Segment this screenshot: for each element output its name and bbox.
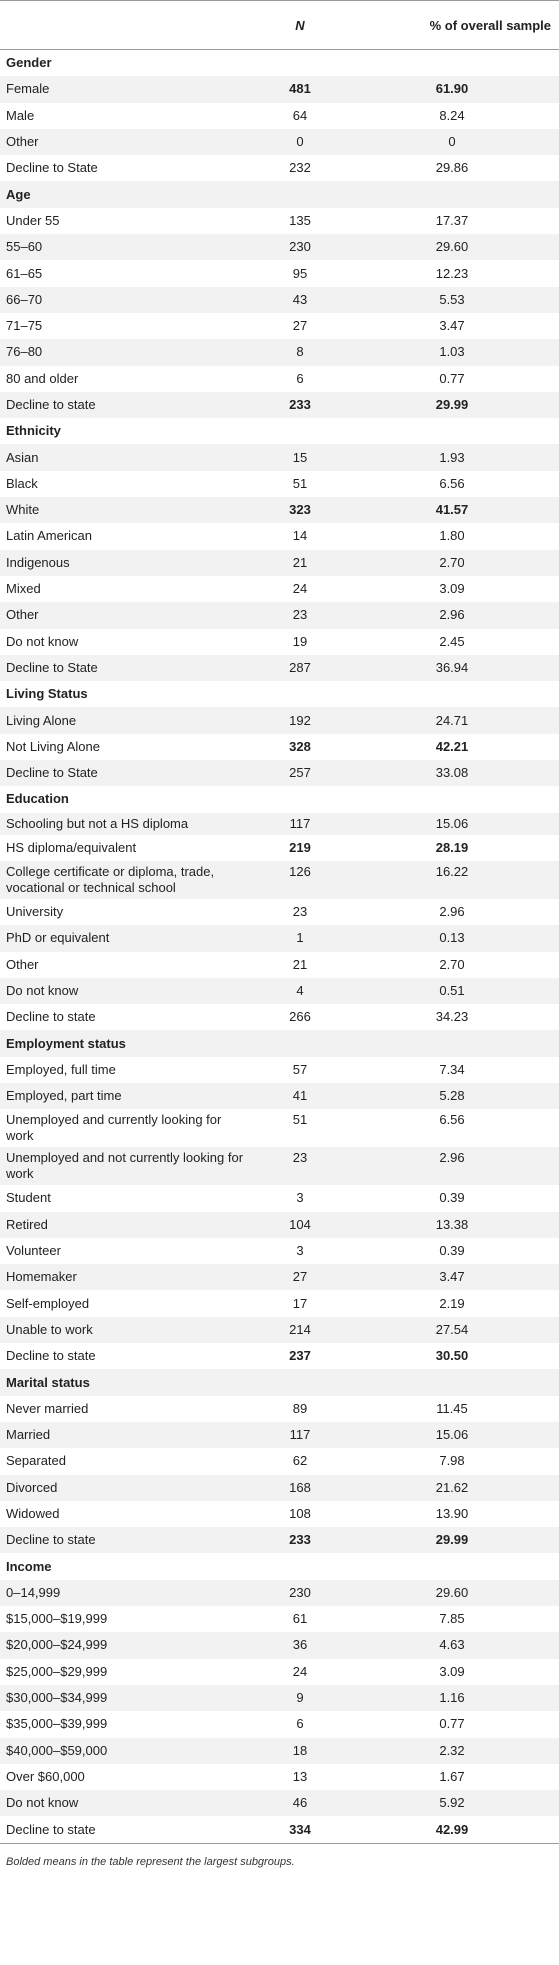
row-n-value: 328 xyxy=(289,738,311,754)
row-n-value: 24 xyxy=(292,581,308,597)
row-n-value: 192 xyxy=(255,707,345,733)
table-row xyxy=(0,471,559,497)
row-n-value: 57 xyxy=(292,1061,308,1077)
row-label: Female xyxy=(0,76,255,102)
row-n-value: 257 xyxy=(255,760,345,786)
row-percent-value: 13.90 xyxy=(435,1505,469,1521)
row-n-value: 135 xyxy=(289,212,311,228)
row-percent-value: 5.28 xyxy=(345,1083,559,1109)
table-row xyxy=(0,1212,559,1238)
table-row xyxy=(0,1685,559,1711)
table-row xyxy=(0,1396,559,1422)
row-percent-value: 2.70 xyxy=(439,956,465,972)
row-percent-value: 12.23 xyxy=(435,265,469,281)
table-row xyxy=(0,1147,559,1185)
table-row xyxy=(0,899,559,925)
row-percent-value: 29.99 xyxy=(345,392,559,418)
row-percent-value: 0.39 xyxy=(439,1243,465,1259)
row-label: Decline to state xyxy=(0,1816,255,1843)
row-label: Retired xyxy=(0,1212,255,1238)
table-row xyxy=(0,1475,559,1501)
row-percent-value: 5.92 xyxy=(345,1790,559,1816)
row-label: $35,000–$39,999 xyxy=(6,1716,108,1732)
row-n-value: 323 xyxy=(255,497,345,523)
row-label: Decline to state xyxy=(6,1348,96,1364)
table-row xyxy=(0,313,559,339)
table-row xyxy=(0,1738,559,1764)
row-percent-value: 2.19 xyxy=(439,1295,465,1311)
row-n-value: 3 xyxy=(296,1190,304,1206)
row-label: Decline to State xyxy=(0,655,255,681)
table-row xyxy=(0,1083,559,1109)
row-percent-value: 0.51 xyxy=(345,978,559,1004)
row-percent-value: 29.86 xyxy=(435,160,469,176)
table-row xyxy=(0,952,559,978)
table-row xyxy=(0,339,559,365)
row-percent-value: 0.13 xyxy=(345,925,559,951)
row-n-value: 43 xyxy=(255,287,345,313)
row-label: 55–60 xyxy=(0,234,255,260)
row-label: Indigenous xyxy=(0,550,255,576)
row-n-value: 27 xyxy=(255,1264,345,1290)
row-n-value: 8 xyxy=(255,339,345,365)
table-row xyxy=(0,208,559,234)
row-n-value: 233 xyxy=(255,1527,345,1553)
row-label: Not Living Alone xyxy=(6,738,100,754)
row-n-value: 126 xyxy=(255,861,345,899)
header-row xyxy=(0,1,559,50)
row-label: Do not know xyxy=(6,633,79,649)
table-row xyxy=(0,550,559,576)
row-n-value: 62 xyxy=(292,1453,308,1469)
group-title: Gender xyxy=(6,55,52,71)
table-row xyxy=(0,1264,559,1290)
row-percent-value: 27.54 xyxy=(345,1317,559,1343)
group-header-row xyxy=(0,786,559,812)
table-row xyxy=(0,925,559,951)
group-title: Marital status xyxy=(0,1369,559,1395)
row-n-value: 46 xyxy=(255,1790,345,1816)
row-n-value: 64 xyxy=(292,107,308,123)
row-n-value: 14 xyxy=(292,528,308,544)
row-percent-value: 30.50 xyxy=(435,1348,469,1364)
row-label: Latin American xyxy=(6,528,92,544)
table-row xyxy=(0,1632,559,1658)
row-n-value: 36 xyxy=(255,1632,345,1658)
row-n-value: 233 xyxy=(255,392,345,418)
table-row xyxy=(0,1317,559,1343)
row-label: Do not know xyxy=(0,978,255,1004)
row-percent-value: 0.77 xyxy=(439,370,465,386)
table-row xyxy=(0,1290,559,1316)
row-percent-value: 4.63 xyxy=(345,1632,559,1658)
table-row xyxy=(0,629,559,655)
row-percent-value: 7.98 xyxy=(439,1453,465,1469)
table-row xyxy=(0,576,559,602)
row-label: $30,000–$34,999 xyxy=(0,1685,255,1711)
row-n-value: 232 xyxy=(289,160,311,176)
table-row xyxy=(0,76,559,102)
table-row xyxy=(0,978,559,1004)
row-n-value: 9 xyxy=(255,1685,345,1711)
row-percent-value: 21.62 xyxy=(345,1475,559,1501)
table-body xyxy=(0,50,559,1844)
row-label: Decline to State xyxy=(6,160,98,176)
row-n-value: 18 xyxy=(255,1738,345,1764)
table-row xyxy=(0,1527,559,1553)
row-label: Black xyxy=(6,475,38,491)
row-label: Living Alone xyxy=(0,707,255,733)
row-n-value: 15 xyxy=(255,444,345,470)
table-row xyxy=(0,1057,559,1083)
table-row xyxy=(0,813,559,835)
group-header-row xyxy=(0,181,559,207)
row-label: Other xyxy=(0,129,255,155)
row-label: Employed, full time xyxy=(6,1061,116,1077)
row-n-value: 219 xyxy=(289,839,311,855)
row-percent-value: 1.80 xyxy=(439,528,465,544)
row-label: $20,000–$24,999 xyxy=(0,1632,255,1658)
row-label: Asian xyxy=(0,444,255,470)
group-header-row xyxy=(0,418,559,444)
row-label: Divorced xyxy=(0,1475,255,1501)
row-n-value: 334 xyxy=(255,1816,345,1843)
row-label: Decline to State xyxy=(0,760,255,786)
row-percent-value: 61.90 xyxy=(345,76,559,102)
row-percent-value: 42.21 xyxy=(435,738,469,754)
table-row xyxy=(0,1422,559,1448)
table-footnote: Bolded means in the table represent the largest subgroups. xyxy=(6,1855,295,1868)
row-percent-value: 2.45 xyxy=(439,633,465,649)
row-percent-value: 1.93 xyxy=(345,444,559,470)
table-row xyxy=(0,1501,559,1527)
table-row xyxy=(0,1764,559,1790)
table-row xyxy=(0,1711,559,1737)
row-percent-value: 15.06 xyxy=(345,813,559,835)
group-header-row xyxy=(0,1030,559,1056)
row-label: Married xyxy=(0,1422,255,1448)
row-n-value: 230 xyxy=(255,234,345,260)
group-header-row xyxy=(0,1369,559,1395)
table-header xyxy=(0,1,559,50)
table-row xyxy=(0,734,559,760)
row-percent-value: 15.06 xyxy=(345,1422,559,1448)
table-row xyxy=(0,1238,559,1264)
table-row xyxy=(0,1790,559,1816)
row-label: Unemployed and currently looking for work xyxy=(6,1112,222,1144)
table-row xyxy=(0,287,559,313)
row-percent-value: 28.19 xyxy=(435,839,469,855)
row-percent-value: 16.22 xyxy=(345,861,559,899)
row-label: University xyxy=(6,904,64,920)
row-percent-value: 1.03 xyxy=(345,339,559,365)
table-row xyxy=(0,707,559,733)
row-n-value: 117 xyxy=(255,813,345,835)
row-n-value: 21 xyxy=(255,550,345,576)
table-row xyxy=(0,1659,559,1685)
table-row xyxy=(0,835,559,861)
table-row xyxy=(0,234,559,260)
row-label: Mixed xyxy=(6,581,41,597)
row-n-value: 287 xyxy=(255,655,345,681)
row-label: 61–65 xyxy=(6,265,43,281)
table-row xyxy=(0,155,559,181)
group-header-row xyxy=(0,50,559,77)
row-label: Separated xyxy=(6,1453,66,1469)
group-title: Employment status xyxy=(0,1030,559,1056)
row-percent-value: 2.96 xyxy=(439,904,465,920)
row-percent-value: 2.96 xyxy=(345,1147,559,1185)
row-n-value: 6 xyxy=(296,1716,304,1732)
row-percent-value: 0.77 xyxy=(439,1716,465,1732)
row-percent-value: 24.71 xyxy=(345,707,559,733)
row-percent-value: 3.47 xyxy=(439,318,465,334)
row-n-value: 1 xyxy=(255,925,345,951)
group-title: Income xyxy=(6,1558,52,1574)
header-percent: % of overall sample xyxy=(345,1,559,50)
row-n-value: 481 xyxy=(255,76,345,102)
row-n-value: 4 xyxy=(255,978,345,1004)
table-row xyxy=(0,655,559,681)
group-title: Age xyxy=(0,181,559,207)
row-n-value: 89 xyxy=(292,1400,308,1416)
row-label: $25,000–$29,999 xyxy=(6,1663,108,1679)
row-percent-value: 6.56 xyxy=(439,475,465,491)
row-percent-value: 29.99 xyxy=(345,1527,559,1553)
row-percent-value: 17.37 xyxy=(435,212,469,228)
row-label: Widowed xyxy=(6,1505,60,1521)
row-label: Under 55 xyxy=(6,212,60,228)
row-n-value: 51 xyxy=(292,1112,308,1128)
row-label: 71–75 xyxy=(6,318,43,334)
table-row xyxy=(0,760,559,786)
row-n-value: 117 xyxy=(255,1422,345,1448)
row-percent-value: 7.85 xyxy=(439,1611,465,1627)
row-n-value: 3 xyxy=(296,1243,304,1259)
table-row xyxy=(0,129,559,155)
table-row xyxy=(0,366,559,392)
table-row xyxy=(0,103,559,129)
group-title: Ethnicity xyxy=(6,423,61,439)
row-percent-value: 0.39 xyxy=(439,1190,465,1206)
row-label: Other xyxy=(0,602,255,628)
table-row xyxy=(0,1185,559,1211)
group-header-row xyxy=(0,681,559,707)
row-percent-value: 1.16 xyxy=(345,1685,559,1711)
row-n-value: 13 xyxy=(292,1768,308,1784)
row-label: 76–80 xyxy=(0,339,255,365)
row-label: Do not know xyxy=(0,1790,255,1816)
row-percent-value: 41.57 xyxy=(345,497,559,523)
row-n-value: 230 xyxy=(255,1580,345,1606)
row-n-value: 108 xyxy=(289,1505,311,1521)
row-label: College certificate or diploma, trade, vocational or technical school xyxy=(0,861,255,899)
row-label: $40,000–$59,000 xyxy=(0,1738,255,1764)
row-percent-value: 2.70 xyxy=(345,550,559,576)
row-label: HS diploma/equivalent xyxy=(6,839,137,855)
row-label: White xyxy=(0,497,255,523)
table-row xyxy=(0,1580,559,1606)
row-n-value: 19 xyxy=(292,633,308,649)
row-percent-value: 6.56 xyxy=(439,1112,465,1128)
row-n-value: 0 xyxy=(255,129,345,155)
row-percent-value: 3.47 xyxy=(345,1264,559,1290)
row-percent-value: 42.99 xyxy=(345,1816,559,1843)
table-row xyxy=(0,392,559,418)
row-percent-value: 11.45 xyxy=(436,1400,468,1416)
header-n: N xyxy=(255,1,345,50)
row-n-value: 24 xyxy=(292,1663,308,1679)
row-label: Decline to state xyxy=(0,1527,255,1553)
row-percent-value: 0 xyxy=(345,129,559,155)
row-n-value: 168 xyxy=(255,1475,345,1501)
row-label: Schooling but not a HS diploma xyxy=(0,813,255,835)
table-row xyxy=(0,523,559,549)
table-row xyxy=(0,1343,559,1369)
row-label: Decline to state xyxy=(6,1009,96,1025)
row-label: Unemployed and not currently looking for work xyxy=(0,1147,255,1185)
table-row xyxy=(0,260,559,286)
row-percent-value: 3.09 xyxy=(439,1663,465,1679)
row-n-value: 104 xyxy=(255,1212,345,1238)
row-label: Over $60,000 xyxy=(6,1768,85,1784)
row-label: Homemaker xyxy=(0,1264,255,1290)
table-row xyxy=(0,1606,559,1632)
table-row xyxy=(0,497,559,523)
row-label: $15,000–$19,999 xyxy=(6,1611,108,1627)
row-percent-value: 5.53 xyxy=(345,287,559,313)
row-label: 80 and older xyxy=(6,370,79,386)
row-label: Self-employed xyxy=(6,1295,90,1311)
row-percent-value: 2.32 xyxy=(345,1738,559,1764)
row-n-value: 17 xyxy=(292,1295,308,1311)
group-title: Living Status xyxy=(6,686,88,702)
row-label: Student xyxy=(6,1190,51,1206)
row-label: PhD or equivalent xyxy=(0,925,255,951)
header-category xyxy=(0,1,255,50)
table-row xyxy=(0,861,559,899)
table-row xyxy=(0,1448,559,1474)
row-n-value: 23 xyxy=(292,904,308,920)
row-n-value: 95 xyxy=(292,265,308,281)
table-row xyxy=(0,444,559,470)
row-percent-value: 13.38 xyxy=(345,1212,559,1238)
row-label: 66–70 xyxy=(0,287,255,313)
row-n-value: 27 xyxy=(292,318,308,334)
row-label: Male xyxy=(6,107,35,123)
row-n-value: 61 xyxy=(292,1611,308,1627)
row-percent-value: 29.60 xyxy=(345,1580,559,1606)
row-n-value: 23 xyxy=(255,602,345,628)
table-row xyxy=(0,1816,559,1843)
row-n-value: 237 xyxy=(289,1348,311,1364)
row-percent-value: 2.96 xyxy=(345,602,559,628)
row-percent-value: 8.24 xyxy=(439,107,465,123)
row-label: Unable to work xyxy=(0,1317,255,1343)
row-n-value: 41 xyxy=(255,1083,345,1109)
row-percent-value: 34.23 xyxy=(435,1009,469,1025)
table-row xyxy=(0,602,559,628)
row-percent-value: 36.94 xyxy=(345,655,559,681)
row-n-value: 21 xyxy=(292,956,308,972)
group-title: Education xyxy=(6,791,69,807)
row-percent-value: 1.67 xyxy=(439,1768,465,1784)
row-label: Employed, part time xyxy=(0,1083,255,1109)
row-percent-value: 7.34 xyxy=(439,1061,465,1077)
row-n-value: 51 xyxy=(292,475,308,491)
row-percent-value: 3.09 xyxy=(439,581,465,597)
row-label: Other xyxy=(6,956,39,972)
row-label: Decline to state xyxy=(0,392,255,418)
row-n-value: 6 xyxy=(296,370,304,386)
row-percent-value: 29.60 xyxy=(345,234,559,260)
group-header-row xyxy=(0,1553,559,1579)
row-label: Never married xyxy=(6,1400,89,1416)
row-label: 0–14,999 xyxy=(0,1580,255,1606)
row-label: Volunteer xyxy=(6,1243,61,1259)
row-n-value: 214 xyxy=(255,1317,345,1343)
row-percent-value: 33.08 xyxy=(345,760,559,786)
row-n-value: 23 xyxy=(255,1147,345,1185)
table-row xyxy=(0,1109,559,1147)
row-n-value: 266 xyxy=(289,1009,311,1025)
table-row xyxy=(0,1004,559,1030)
